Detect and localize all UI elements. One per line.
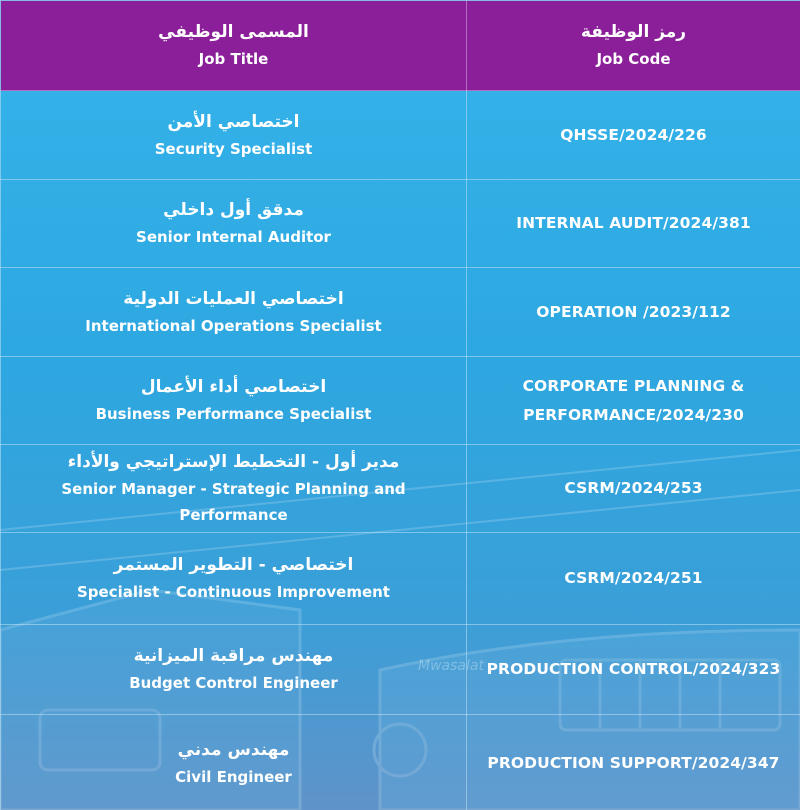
job-title-ar: مهندس مراقبة الميزانية (133, 646, 334, 666)
job-title-cell (1, 180, 467, 268)
table-row (1, 625, 800, 715)
bus-label: Mwasalat (418, 658, 484, 674)
job-code-cell (467, 533, 800, 625)
header-job-title-en: Job Title (198, 50, 269, 68)
job-code-cell (467, 625, 800, 715)
job-title-en: Security Specialist (154, 139, 313, 158)
job-title-ar: اختصاصي الأمن (167, 111, 300, 132)
header-job-code-ar: رمز الوظيفة (580, 22, 687, 42)
job-code: PRODUCTION SUPPORT/2024/347 (487, 753, 780, 772)
job-title-en: Business Performance Specialist (95, 405, 372, 423)
header-job-code (467, 1, 800, 91)
job-title-en: Specialist - Continuous Improvement (77, 583, 390, 601)
table-row (1, 268, 800, 357)
job-title-ar: مدقق أول داخلي (163, 200, 304, 220)
table-row (1, 180, 800, 268)
job-title-cell (1, 445, 467, 533)
job-code-line-1: CORPORATE PLANNING & (522, 376, 745, 395)
job-title-cell (1, 91, 467, 180)
header-job-title-ar: المسمى الوظيفي (158, 22, 309, 42)
job-title-ar: اختصاصي - التطوير المستمر (113, 555, 354, 575)
job-code: CSRM/2024/253 (564, 479, 703, 497)
job-code-cell (467, 445, 800, 533)
job-title-ar: مدير أول - التخطيط الإستراتيجي والأداء (67, 452, 400, 472)
job-title-en: Senior Internal Auditor (136, 228, 331, 246)
job-title-en: International Operations Specialist (85, 316, 382, 335)
header-job-title (1, 1, 467, 91)
job-code-line-2: PERFORMANCE/2024/230 (523, 405, 744, 424)
job-title-en: Budget Control Engineer (129, 674, 338, 692)
table-row (1, 715, 800, 810)
job-title-cell (1, 357, 467, 445)
table-row (1, 357, 800, 445)
job-code: INTERNAL AUDIT/2024/381 (516, 214, 751, 232)
job-code-cell (467, 357, 800, 445)
table-row (1, 91, 800, 180)
job-title-cell (1, 625, 467, 715)
job-code-cell (467, 268, 800, 357)
job-code: OPERATION /2023/112 (536, 302, 731, 321)
job-title-ar: اختصاصي العمليات الدولية (123, 288, 344, 309)
header-job-code-en: Job Code (596, 50, 671, 68)
table-header-row (1, 1, 800, 91)
job-code: PRODUCTION CONTROL/2024/323 (486, 660, 781, 678)
job-title-cell (1, 715, 467, 810)
table-row (1, 445, 800, 533)
job-title-cell (1, 268, 467, 357)
job-title-ar: مهندس مدني (177, 739, 290, 760)
job-title-en: Civil Engineer (175, 767, 292, 786)
job-title-en: Senior Manager - Strategic Planning and Performance (61, 480, 406, 524)
job-title-ar: اختصاصي أداء الأعمال (140, 377, 327, 397)
job-code-cell (467, 91, 800, 180)
job-code-cell (467, 180, 800, 268)
job-title-cell (1, 533, 467, 625)
job-code: CSRM/2024/251 (564, 569, 703, 587)
table-row (1, 533, 800, 625)
job-code-cell (467, 715, 800, 810)
job-code: QHSSE/2024/226 (560, 125, 707, 144)
